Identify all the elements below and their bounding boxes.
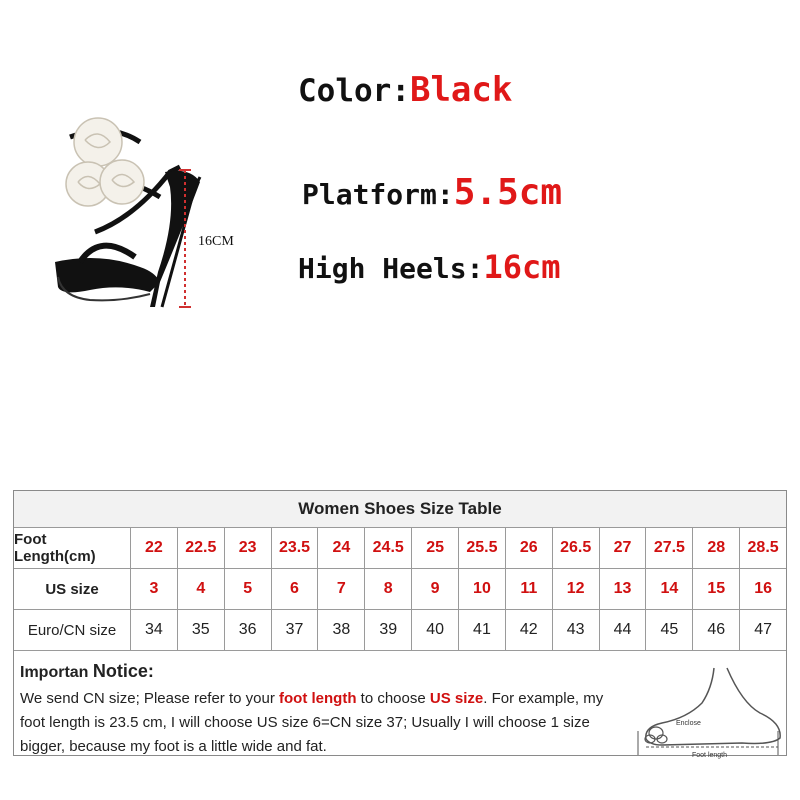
row-header: Foot Length(cm): [14, 528, 131, 568]
color-value: Black: [409, 70, 513, 110]
table-cell: 26: [506, 528, 553, 568]
table-cell: 34: [131, 610, 178, 650]
table-cell: 13: [600, 569, 647, 609]
table-cell: 23.5: [272, 528, 319, 568]
table-cell: 28.5: [747, 539, 779, 556]
table-cell: 27.5: [646, 528, 693, 568]
notice-title-prefix: Importan: [20, 664, 89, 681]
table-cell: 39: [365, 610, 412, 650]
table-cell: 6: [272, 569, 319, 609]
table-cell: 14: [646, 569, 693, 609]
row-header: US size: [14, 569, 131, 609]
table-cell: 12: [553, 569, 600, 609]
table-cell: 47: [754, 621, 772, 638]
table-cell: 41: [459, 610, 506, 650]
table-cell: 28: [693, 528, 740, 568]
table-cell: 5: [225, 569, 272, 609]
size-table: [13, 490, 787, 759]
table-cell: 4: [178, 569, 225, 609]
notice-text-part: We send CN size; Please refer to your: [20, 690, 279, 707]
table-cell: 40: [412, 610, 459, 650]
heel-label: High Heels:: [298, 252, 484, 285]
notice-highlight-us-size: US size: [429, 690, 484, 707]
table-cell: 38: [318, 610, 365, 650]
notice-title-word: Notice:: [92, 661, 154, 681]
table-cell: 22: [131, 528, 178, 568]
notice-title: [20, 661, 154, 682]
table-cell: 11: [506, 569, 553, 609]
table-cell: 10: [459, 569, 506, 609]
table-cell: 7: [318, 569, 365, 609]
table-cell: 24.5: [365, 528, 412, 568]
table-cell: 42: [506, 610, 553, 650]
table-row-euro-size: [14, 610, 786, 651]
notice-text: [20, 687, 632, 759]
table-row-foot-length: [14, 528, 786, 569]
table-cell: 43: [553, 610, 600, 650]
table-row-us-size: [14, 569, 786, 610]
diagram-foot-length-label: Foot length: [692, 752, 728, 759]
heel-height-label: 16CM: [198, 234, 234, 249]
foot-diagram: [632, 663, 784, 759]
table-cell: 9: [412, 569, 459, 609]
table-cell: 25.5: [459, 528, 506, 568]
table-cell: 36: [225, 610, 272, 650]
platform-value: 5.5cm: [453, 172, 563, 213]
notice-text-part: to choose: [356, 690, 430, 707]
table-cell: 23: [225, 528, 272, 568]
table-cell: 16: [754, 580, 772, 597]
table-title: Women Shoes Size Table: [14, 491, 786, 528]
table-cell: 15: [693, 569, 740, 609]
heel-value: 16cm: [483, 248, 561, 286]
table-cell: 27: [600, 528, 647, 568]
table-cell: 3: [131, 569, 178, 609]
color-spec: [298, 70, 512, 110]
table-cell: 24: [318, 528, 365, 568]
table-cell: 25: [412, 528, 459, 568]
table-cell: 46: [693, 610, 740, 650]
table-cell: 8: [365, 569, 412, 609]
notice-highlight-foot-length: foot length: [279, 690, 357, 707]
notice-text-part: . For example, my foot length is 23.5 cm, I will choose US size 6=CN size 37; Usually I will choose 1 size bigger, because my foot is a little wide and fat.: [20, 690, 604, 755]
table-cell: 37: [272, 610, 319, 650]
table-cell: 22.5: [178, 528, 225, 568]
platform-label: Platform:: [302, 178, 454, 211]
shoe-image: [50, 112, 250, 322]
table-cell: 35: [178, 610, 225, 650]
heel-spec: [298, 248, 561, 286]
table-cell: 26.5: [553, 528, 600, 568]
table-cell: 44: [600, 610, 647, 650]
notice-section: [14, 651, 786, 764]
diagram-enclose-label: Enclose: [676, 720, 701, 727]
color-label: Color:: [298, 73, 410, 109]
platform-spec: [302, 172, 562, 213]
row-header: Euro/CN size: [14, 610, 131, 650]
table-cell: 45: [646, 610, 693, 650]
